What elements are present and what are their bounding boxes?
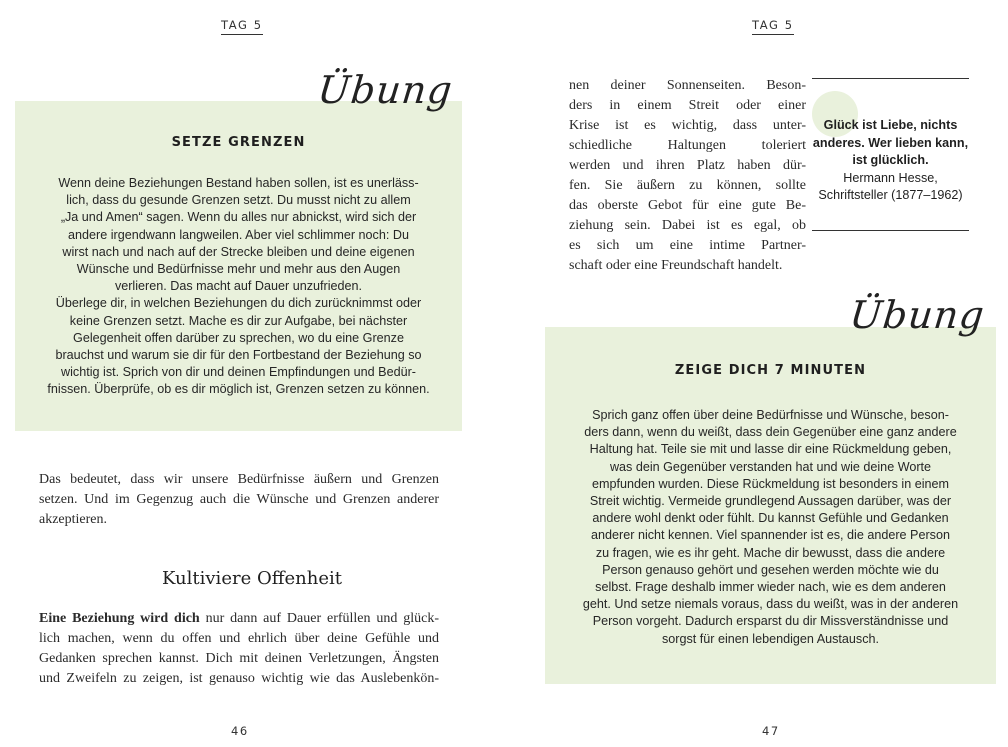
- exercise-line: Streit wichtig. Vermeide grundlegend Aussagen darüber, was der: [589, 494, 952, 509]
- text-line: lich machen, wenn du offen und ehrlich über deine Gefühle und: [39, 631, 439, 646]
- text-line: setzen. Und im Gegenzug auch die Wünsche und Grenzen anderer: [39, 492, 439, 507]
- exercise-line: Wünsche und Bedürfnisse mehr und mehr aus den Augen: [76, 262, 401, 277]
- running-head-right: TAG 5: [752, 18, 794, 35]
- exercise-line: fnissen. Überprüfe, ob es dir möglich ist, Grenzen setzen zu können.: [47, 382, 430, 397]
- exercise-line: Haltung hat. Teile sie mit und lasse dir eine Rückmeldung geben,: [589, 442, 952, 457]
- text-line: Krise ist es wichtig, dass unter-: [569, 118, 806, 133]
- text-line: [39, 609, 439, 629]
- exercise-line: selbst. Frage deshalb immer wieder nach, wie es dem anderen: [595, 580, 946, 595]
- quote-author-role: Schriftsteller (1877–1962): [818, 188, 963, 202]
- exercise-body: [43, 175, 434, 399]
- exercise-box-zeige-dich: [545, 327, 996, 684]
- text-line: akzeptieren.: [39, 512, 108, 527]
- exercise-line: Person genauso gehört und gesehen werden möchte wie du: [602, 562, 939, 577]
- page-number-right: 47: [762, 724, 780, 738]
- exercise-line: andere wohl denkt oder fühlt. Du kannst Gefühle und Gedanken: [592, 511, 949, 526]
- quote-line: Glück ist Liebe, nichts: [823, 118, 958, 132]
- text-line: schaft oder eine Freundschaft handelt.: [569, 258, 783, 273]
- exercise-line: Sprich ganz offen über deine Bedürfnisse und Wünsche, beson-: [592, 408, 949, 422]
- exercise-line: keine Grenzen setzt. Mache es dir zur Aufgabe, bei nächster: [69, 313, 408, 328]
- pull-quote: [812, 78, 969, 231]
- text-line: nen deiner Sonnenseiten. Beson-: [569, 78, 806, 93]
- text-line: das oberste Gebot für eine gute Be-: [569, 198, 806, 213]
- quote-author: Hermann Hesse,: [843, 170, 938, 185]
- running-head-left: TAG 5: [221, 18, 263, 35]
- quote-line: anderes. Wer lieben kann,: [812, 135, 969, 150]
- exercise-title: ZEIGE DICH 7 MINUTEN: [674, 363, 867, 378]
- exercise-line: „Ja und Amen“ sagen. Wenn du alles nur abnickst, wird sich der: [60, 210, 417, 225]
- text-line: und Zweifeln zu zeigen, ist genauso wichtig wie das Auslebenkön-: [39, 671, 439, 686]
- exercise-line: was dein Gegenüber verstanden hat und wie deine Worte: [609, 459, 932, 474]
- exercise-title: SETZE GRENZEN: [171, 135, 306, 150]
- exercise-line: ders dann, wenn du weißt, dass dein Gegenüber eine ganz andere: [584, 425, 957, 440]
- quote-line: ist glücklich.: [852, 153, 929, 167]
- exercise-line: andere irgendwann langweilen. Aber viel schlimmer noch: Du: [68, 227, 409, 242]
- page-number-left: 46: [231, 724, 249, 738]
- text-line: es sich um eine intime Partner-: [569, 238, 806, 253]
- exercise-line: geht. Und setze niemals voraus, dass du weißt, was in der anderen: [582, 597, 959, 612]
- exercise-line: lich, dass du gesunde Grenzen setzt. Du musst nicht zu allem: [66, 193, 411, 208]
- exercise-line: Wenn deine Beziehungen Bestand haben sollen, ist es unerläss-: [58, 176, 419, 190]
- quote-text: [812, 117, 969, 205]
- lead-in-bold: Eine Beziehung wird dich: [39, 611, 200, 626]
- exercise-line: verlieren. Das macht auf Dauer unzufrieden.: [114, 279, 363, 294]
- exercise-line: Gelegenheit offen darüber zu sprechen, wo du eine Grenze: [73, 330, 404, 345]
- uebung-script-label: Übung: [315, 68, 455, 112]
- exercise-line: wichtig ist. Sprich von dir und deinen Empfindungen und Bedür-: [61, 365, 416, 380]
- text-line: ders in einem Streit oder einer: [569, 98, 806, 113]
- text-line: ziehung sein. Dabei ist es egal, ob: [569, 218, 806, 233]
- text-line: werden und ihren Platz haben dür-: [569, 158, 806, 173]
- right-page: [504, 0, 1008, 747]
- exercise-line: empfunden wurden. Diese Rückmeldung ist besonders in einem: [591, 476, 950, 491]
- section-heading: Kultiviere Offenheit: [162, 568, 342, 589]
- text-fragment: nur dann auf Dauer erfüllen und glück-: [199, 611, 439, 626]
- exercise-line: zu fragen, wie es ihr geht. Mache dir bewusst, dass die andere: [595, 545, 946, 560]
- exercise-line: Überlege dir, in welchen Beziehungen du dich zurücknimmst oder: [55, 296, 422, 311]
- body-paragraph: [39, 609, 439, 689]
- text-line: Das bedeutet, dass wir unsere Bedürfnisse äußern und Grenzen: [39, 472, 439, 487]
- exercise-line: anderer nicht kennen. Viel spannender ist es, die andere Person: [591, 528, 950, 543]
- body-paragraph: [39, 470, 439, 530]
- uebung-script-label: Übung: [847, 293, 987, 337]
- exercise-line: sorgst für einen lebendigen Austausch.: [661, 631, 880, 646]
- exercise-box-setze-grenzen: [15, 101, 462, 431]
- text-line: schiedliche Haltungen toleriert: [569, 138, 806, 153]
- text-line: fen. Sie äußern zu können, sollte: [569, 178, 806, 193]
- exercise-line: brauchst und warum sie dir für den Fortbestand der Beziehung so: [55, 348, 422, 363]
- exercise-line: Person vorgeht. Dadurch ersparst du dir Missverständnisse und: [592, 614, 949, 629]
- text-line: Gedanken sprechen kannst. Dich mit deinen Verletzungen, Ängsten: [39, 651, 439, 666]
- exercise-body: [575, 407, 966, 648]
- body-paragraph: [569, 76, 806, 276]
- exercise-line: wirst nach und nach auf der Strecke bleiben und deine eigenen: [62, 244, 415, 259]
